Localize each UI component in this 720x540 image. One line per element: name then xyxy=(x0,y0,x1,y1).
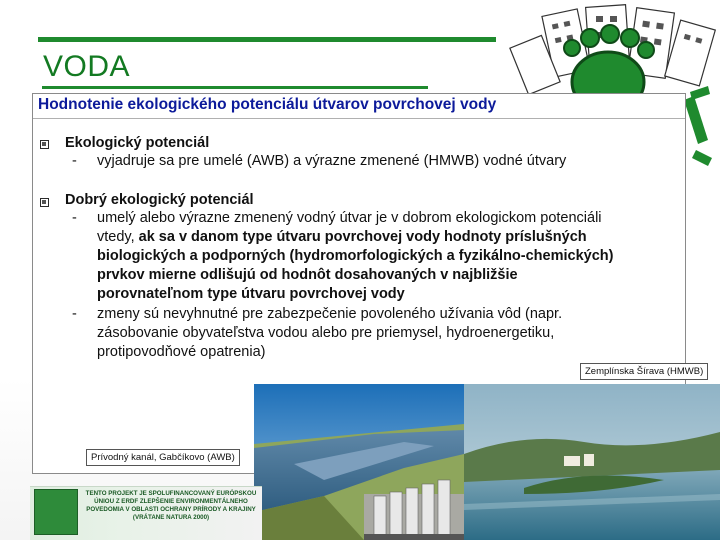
section2-p2-line1: zmeny sú nevyhnutné pre zabezpečenie povoleného užívania vôd (napr. xyxy=(97,306,563,322)
section2-p2-line2: zásobovanie obyvateľstva vodou alebo pre priemysel, hydroenergetiku, xyxy=(97,325,555,341)
section2-dash-1: - xyxy=(72,210,77,226)
caption-zemplinska-sirava: Zemplínska Šírava (HMWB) xyxy=(580,363,708,380)
section1-dash: - xyxy=(72,153,77,169)
section2-p2-line3: protipovodňové opatrenia) xyxy=(97,344,266,360)
checkbox-bullet-icon xyxy=(40,198,49,207)
photo-gabcikovo-canal xyxy=(254,384,464,540)
banner-text: TENTO PROJEKT JE SPOLUFINANCOVANÝ EURÓPSKOU ÚNIOU Z ERDF ZLEPŠENIE ENVIRONMENTÁLNEHO POVEDOMIA V OBLASTI OCHRANY PRÍRODY A KRAJINY (VRÁTANE NATURA 2000) xyxy=(85,490,257,521)
section2-p1-line1: umelý alebo výrazne zmenený vodný útvar je v dobrom ekologickom potenciáli xyxy=(97,210,602,226)
checkbox-bullet-icon xyxy=(40,140,49,149)
caption-gabcikovo: Prívodný kanál, Gabčíkovo (AWB) xyxy=(86,449,240,466)
title-underline xyxy=(42,86,428,89)
section2-p1-line2-plain: vtedy, xyxy=(97,229,139,245)
section2-heading: Dobrý ekologický potenciál xyxy=(65,192,254,208)
section2-dash-2: - xyxy=(72,306,77,322)
panel-heading: Hodnotenie ekologického potenciálu útvarov povrchovej vody xyxy=(38,96,497,113)
section2-p1-line4: prvkov mierne odlišujú od hodnôt dosahovaných v najbližšie xyxy=(97,267,518,283)
panel-separator xyxy=(33,118,685,119)
section2-p1-line2-bold: ak sa v danom type útvaru povrchovej vody hodnoty príslušných xyxy=(138,229,587,245)
section2-p1-line3: biologických a podporných (hydromorfologických a fyzikálno-chemických) xyxy=(97,248,614,264)
top-decorative-rule xyxy=(38,37,496,42)
section2-p1-line2 xyxy=(97,228,587,247)
slide-title: VODA xyxy=(43,50,131,83)
natura-2000-logo-icon xyxy=(34,489,78,535)
section1-heading: Ekologický potenciál xyxy=(65,135,210,151)
photo-zemplinska-sirava xyxy=(464,384,720,540)
section1-text: vyjadruje sa pre umelé (AWB) a výrazne zmenené (HMWB) vodné útvary xyxy=(97,153,567,169)
section2-p1-line5: porovnateľnom type útvaru povrchovej vody xyxy=(97,286,405,302)
